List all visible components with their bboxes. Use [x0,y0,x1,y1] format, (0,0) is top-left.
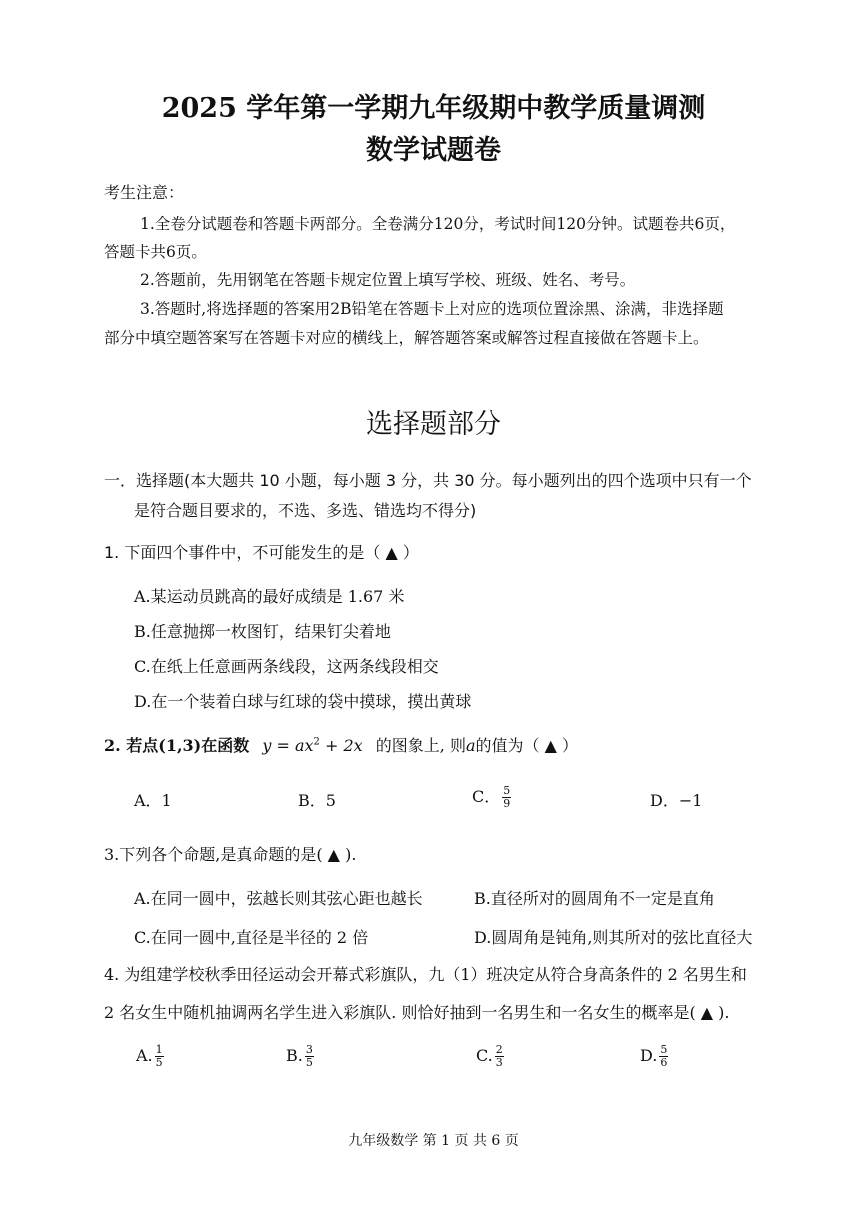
q1-stem: 1. 下面四个事件中，不可能发生的是（ ▲ ） [104,543,419,562]
q1-option-d: D.在一个装着白球与红球的袋中摸球，摸出黄球 [134,692,472,711]
exam-subtitle: 数学试题卷 [366,135,501,166]
q3-option-d: D.圆周角是钝角,则其所对的弦比直径大 [474,928,753,947]
q4-option-b [286,1044,314,1069]
notice-item-3: 3.答题时,将选择题的答案用2B铅笔在答题卡上对应的选项位置涂黑、涂满，非选择题 [140,300,724,318]
q4-option-b-label: B. [286,1046,303,1065]
q4-option-c-denominator: 3 [495,1056,503,1069]
q4-option-d [640,1044,668,1069]
notice-item-2: 2.答题前，先用钢笔在答题卡规定位置上填写学校、班级、姓名、考号。 [140,271,636,289]
q2-stem-prefix: 2. 若点(1,3)在函数 [104,736,250,755]
q2-option-b: B．5 [298,791,336,810]
q3-option-c: C.在同一圆中,直径是半径的 2 倍 [134,928,369,947]
section-title: 选择题部分 [366,409,501,440]
q4-option-b-numerator: 3 [305,1043,313,1056]
q3-option-b: B.直径所对的圆周角不一定是直角 [474,889,715,908]
q2-option-c [472,784,511,810]
q4-option-a-fraction [155,1044,164,1069]
q2-function-tail: + 2x [319,736,363,755]
q2-function-head: y = ax [262,736,314,755]
notice-heading: 考生注意： [104,183,185,202]
q4-option-c-numerator: 2 [495,1043,503,1056]
q2-option-a: A．1 [134,791,172,810]
q4-option-c [476,1044,504,1069]
q2-function [262,736,362,755]
q4-stem-cont: 2 名女生中随机抽调两名学生进入彩旗队. 则恰好抽到一名男生和一名女生的概率是( ▲ ). [104,1003,730,1022]
q2-option-c-label: C． [472,787,501,806]
q4-option-a-numerator: 1 [155,1043,163,1056]
q1-option-c: C.在纸上任意画两条线段，这两条线段相交 [134,657,439,676]
q2-stem [104,733,578,756]
q4-option-d-denominator: 6 [660,1056,668,1069]
q2-variable: a [465,736,476,755]
q4-option-c-fraction [495,1044,504,1069]
q2-option-d: D．−1 [650,791,703,810]
q4-option-a [136,1044,164,1069]
q4-option-d-numerator: 5 [660,1043,668,1056]
notice-item-3-cont: 部分中填空题答案写在答题卡对应的横线上，解答题答案或解答过程直接做在答题卡上。 [104,329,709,347]
q2-option-c-fraction [502,785,511,810]
q2-stem-end: 的值为（ ▲ ） [475,736,579,755]
q3-stem: 3.下列各个命题,是真命题的是( ▲ ). [104,845,357,864]
q2-option-c-numerator: 5 [503,784,511,797]
q4-stem: 4. 为组建学校秋季田径运动会开幕式彩旗队，九（1）班决定从符合身高条件的 2 名男生和 [104,965,747,984]
q4-option-a-label: A. [136,1046,153,1065]
q4-option-b-fraction [305,1044,314,1069]
notice-item-1: 1.全卷分试题卷和答题卡两部分。全卷满分120分，考试时间120分钟。试题卷共6页， [140,215,736,233]
q1-option-b: B.任意抛掷一枚图钉，结果钉尖着地 [134,622,391,641]
notice-item-1-cont: 答题卡共6页。 [104,243,207,261]
exam-title: 2025 学年第一学期九年级期中教学质量调测 [161,93,706,124]
q4-option-d-fraction [659,1044,668,1069]
q4-option-d-label: D. [640,1046,658,1065]
page-footer: 九年级数学 第 1 页 共 6 页 [348,1133,519,1149]
q2-stem-suffix: 的图象上, 则 [375,736,466,755]
section-intro-cont: 是符合题目要求的，不选、多选、错选均不得分) [134,501,477,520]
q4-option-a-denominator: 5 [155,1056,163,1069]
q1-option-a: A.某运动员跳高的最好成绩是 1.67 米 [134,587,405,606]
q3-option-a: A.在同一圆中，弦越长则其弦心距也越长 [134,889,423,908]
q4-option-c-label: C. [476,1046,493,1065]
q2-function-exponent: 2 [313,736,320,748]
q2-option-c-denominator: 9 [503,797,511,810]
section-intro: 一．选择题(本大题共 10 小题，每小题 3 分，共 30 分。每小题列出的四个选项中只有一个 [104,471,752,490]
q4-option-b-denominator: 5 [305,1056,313,1069]
